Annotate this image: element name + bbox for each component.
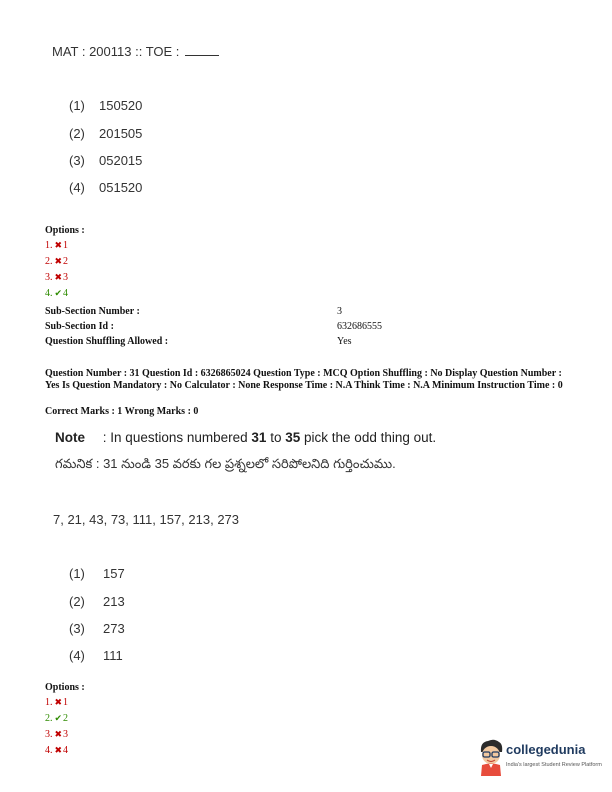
option-value: 157 [103,566,125,581]
cross-icon: ✖ [54,240,63,250]
answer-value: 2 [63,256,69,267]
option-value: 273 [103,621,125,636]
cross-icon: ✖ [54,729,63,739]
answer-value: 1 [63,240,69,251]
subsection-number-value: 3 [337,306,342,317]
q1-option-2 [69,126,142,141]
note-post: pick the odd thing out. [304,430,437,445]
q1-answer-2 [45,256,68,267]
q2-option-3 [69,621,125,636]
q1-answer-1 [45,240,68,251]
note-colon: : [102,430,107,445]
option-value: 051520 [99,180,143,195]
q2-answer-2 [45,713,68,724]
question-note [55,430,436,445]
q1-option-3 [69,153,142,168]
note-label: Note [55,430,85,445]
cross-icon: ✖ [54,697,63,707]
q2-option-2 [69,594,125,609]
note-to: 35 [285,430,301,445]
exam-header [52,44,219,59]
q2-answer-3 [45,729,68,740]
answer-value: 3 [63,729,69,740]
option-value: 052015 [99,153,143,168]
check-icon: ✔ [54,288,63,298]
q2-answer-4 [45,745,68,756]
note-pre: In questions numbered [110,430,248,445]
answer-index: 2. [45,256,53,267]
q1-option-4 [69,180,142,195]
option-number: (2) [69,126,85,141]
q2-option-4 [69,648,123,663]
option-value: 111 [103,648,123,663]
answer-value: 3 [63,272,69,283]
header-text: MAT : 200113 :: TOE : [52,44,180,59]
note-from: 31 [251,430,267,445]
q1-answer-3 [45,272,68,283]
marks-info: Correct Marks : 1 Wrong Marks : 0 [45,406,199,417]
option-value: 201505 [99,126,143,141]
option-value: 213 [103,594,125,609]
subsection-id-label: Sub-Section Id : [45,321,114,332]
answer-value: 2 [63,713,69,724]
q1-answer-4 [45,288,68,299]
cross-icon: ✖ [54,256,63,266]
option-number: (4) [69,180,85,195]
number-series: 7, 21, 43, 73, 111, 157, 213, 273 [53,512,240,527]
logo-name: collegedunia [506,742,586,757]
option-number: (1) [69,98,85,113]
answer-value: 1 [63,697,69,708]
answer-index: 3. [45,272,53,283]
answer-index: 4. [45,288,53,299]
option-number: (4) [69,648,85,663]
logo-tagline: India's largest Student Review Platform [506,762,602,768]
check-icon: ✔ [54,713,63,723]
option-number: (3) [69,621,85,636]
answer-value: 4 [63,745,69,756]
q1-options-label: Options : [45,225,85,236]
question-info: Question Number : 31 Question Id : 6326865024 Question Type : MCQ Option Shuffling : No Display Question Number : Yes Is Question Mandatory : No Calculator : None Response Time : N.A Think Time : N.A Minimum Instruction Time : 0 [45,368,563,391]
answer-index: 1. [45,240,53,251]
option-number: (1) [69,566,85,581]
answer-index: 4. [45,745,53,756]
cross-icon: ✖ [54,745,63,755]
subsection-id-value: 632686555 [337,321,382,332]
cross-icon: ✖ [54,272,63,282]
shuffle-allowed-label: Question Shuffling Allowed : [45,336,169,347]
telugu-note: గమనిక : 31 నుండి 35 వరకు గల ప్రశ్నలలో సరిపోలనిది గుర్తించుము. [55,456,396,471]
toe-blank-line [185,45,219,56]
mascot-icon [478,738,504,776]
answer-index: 3. [45,729,53,740]
option-number: (3) [69,153,85,168]
answer-index: 1. [45,697,53,708]
option-value: 150520 [99,98,143,113]
q2-options-label: Options : [45,682,85,693]
answer-index: 2. [45,713,53,724]
q2-option-1 [69,566,125,581]
subsection-number-label: Sub-Section Number : [45,306,140,317]
note-to-word: to [270,430,282,445]
shuffle-allowed-value: Yes [337,336,352,347]
q2-answer-1 [45,697,68,708]
q1-option-1 [69,98,142,113]
option-number: (2) [69,594,85,609]
collegedunia-logo [470,738,600,778]
answer-value: 4 [63,288,69,299]
